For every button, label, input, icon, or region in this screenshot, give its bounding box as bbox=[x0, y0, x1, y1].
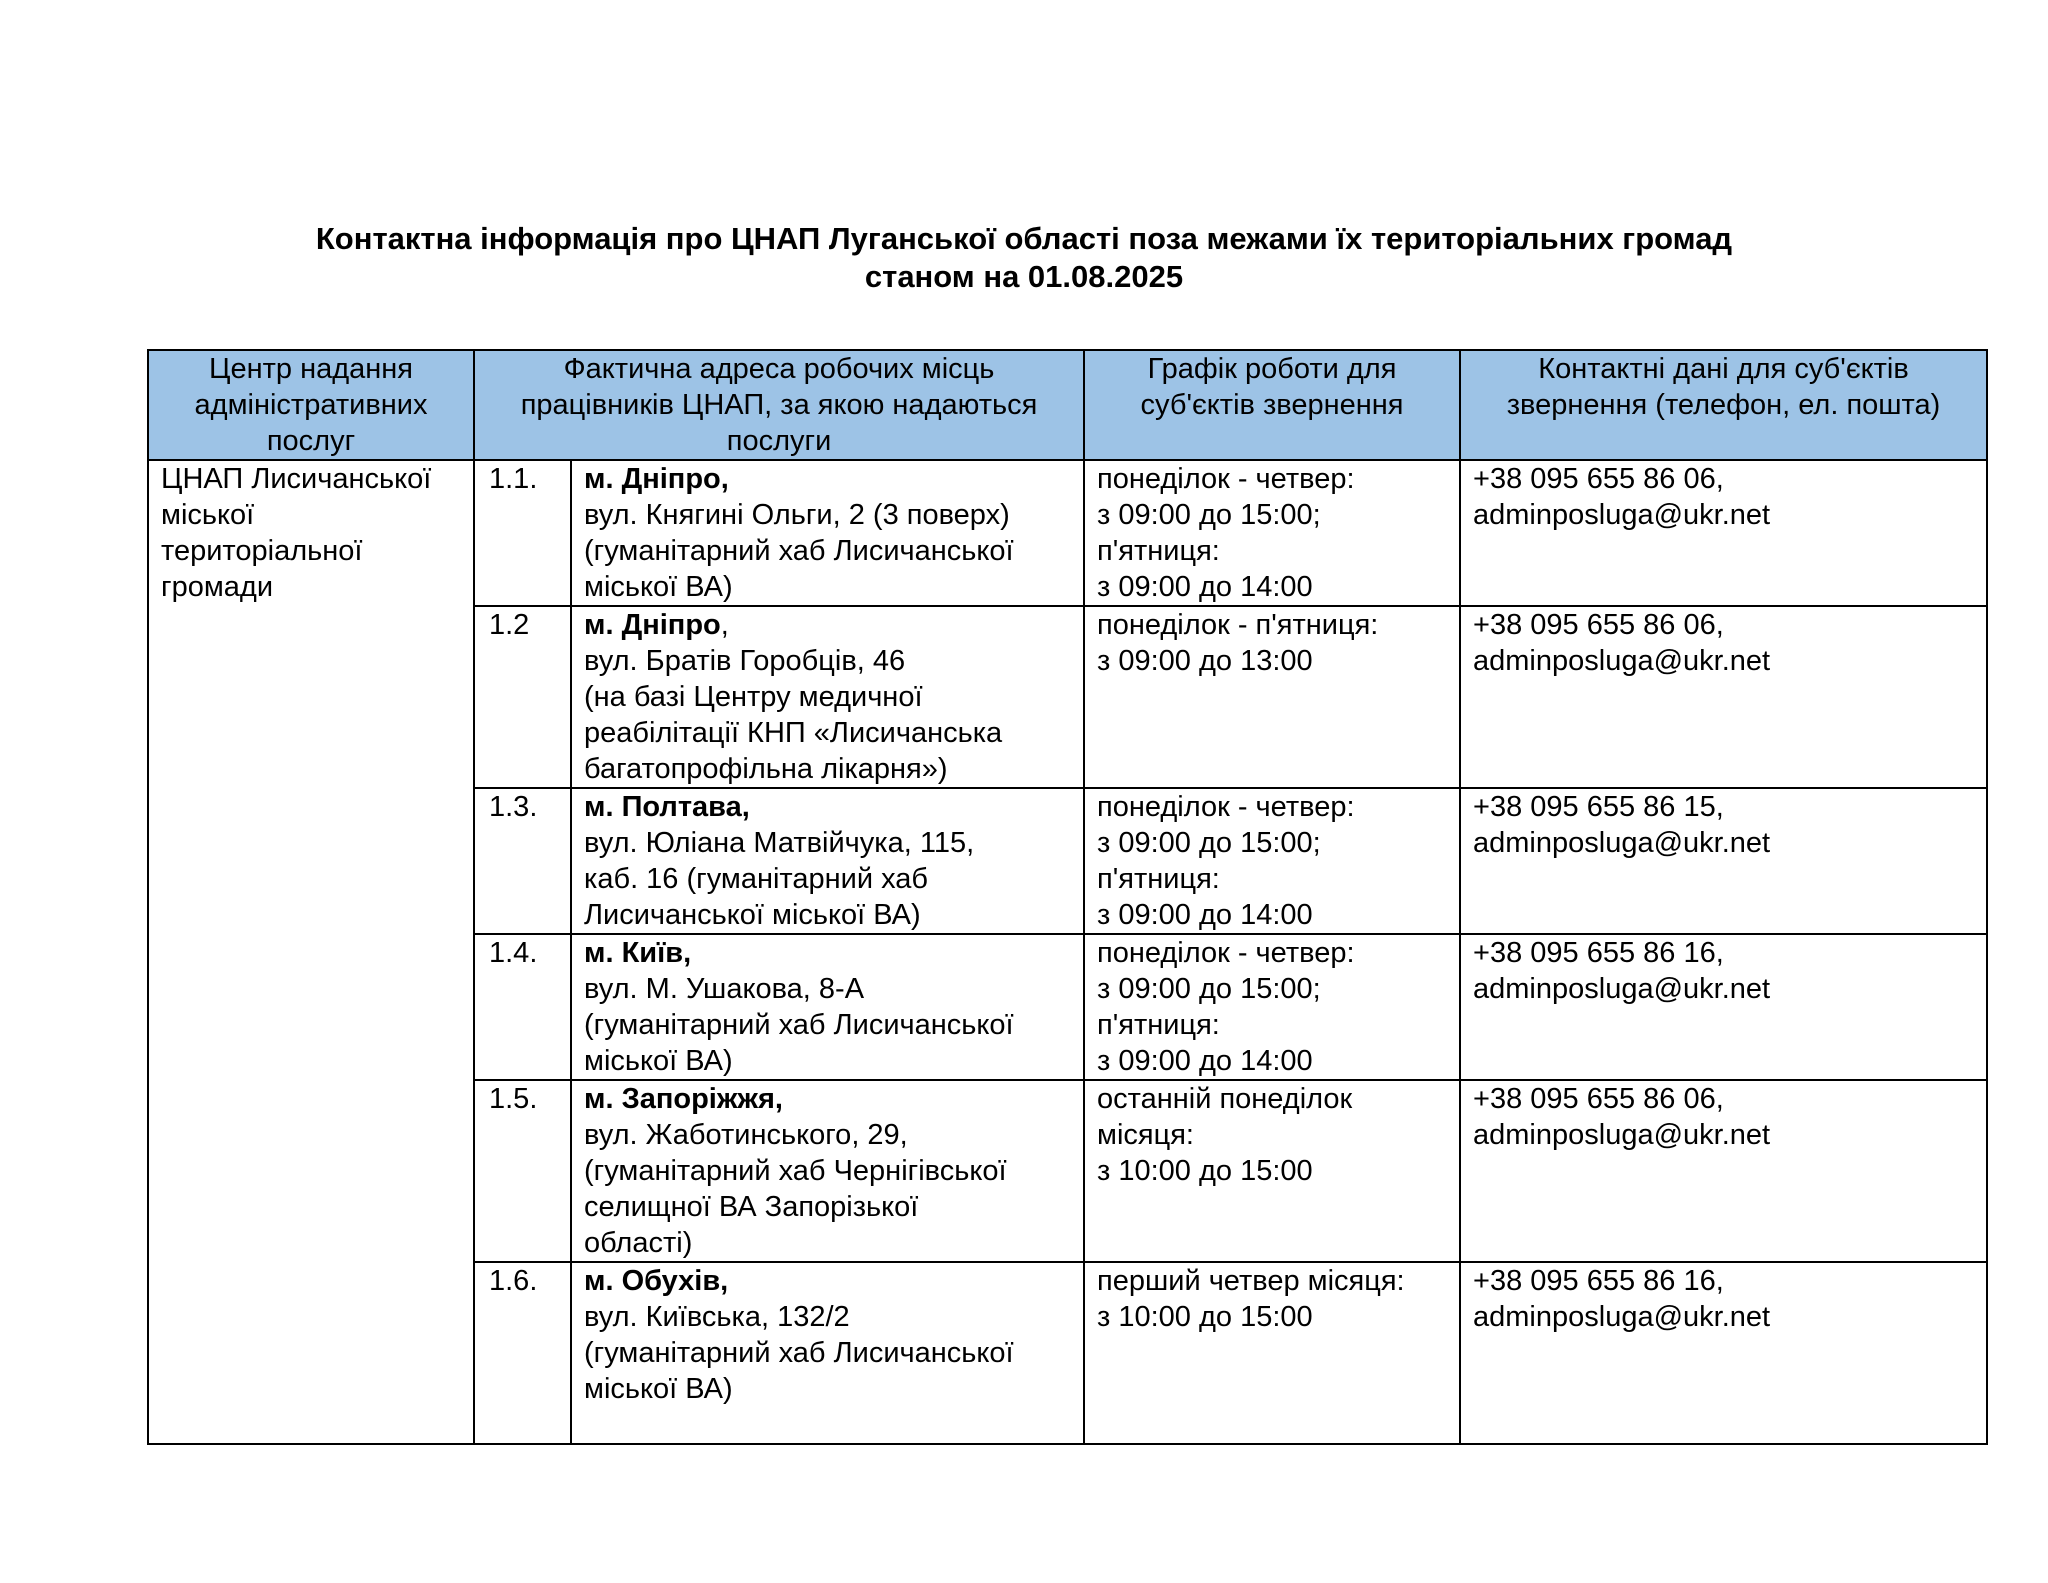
row-number: 1.1. bbox=[474, 460, 571, 606]
contacts-table bbox=[147, 349, 1988, 1445]
city-name: м. Полтава, bbox=[584, 791, 750, 823]
header-center: Центр надання адміністративних послуг bbox=[148, 350, 474, 460]
city-name: м. Дніпро, bbox=[584, 463, 729, 495]
city-name: м. Обухів, bbox=[584, 1265, 729, 1297]
city-name: м. Дніпро bbox=[584, 609, 721, 641]
row-number: 1.5. bbox=[474, 1080, 571, 1262]
address-cell: м. Дніпро, вул. Братів Горобців, 46 (на базі Центру медичної реабілітації КНП «Лисичанська багатопрофільна лікарня») bbox=[571, 606, 1084, 788]
title-line-2: станом на 01.08.2025 bbox=[864, 259, 1184, 294]
email: adminposluga@ukr.net bbox=[1473, 973, 1771, 1005]
schedule-cell: понеділок - п'ятниця: з 09:00 до 13:00 bbox=[1084, 606, 1460, 788]
row-number: 1.2 bbox=[474, 606, 571, 788]
header-schedule: Графік роботи для суб'єктів звернення bbox=[1084, 350, 1460, 460]
title-line-1: Контактна інформація про ЦНАП Луганської області поза межами їх територіальних громад bbox=[315, 221, 1733, 256]
address-cell: м. Полтава, вул. Юліана Матвійчука, 115, каб. 16 (гуманітарний хаб Лисичанської міської ВА) bbox=[571, 788, 1084, 934]
contacts-cell bbox=[1460, 1080, 1987, 1262]
address-cell: м. Дніпро, вул. Княгині Ольги, 2 (3 поверх) (гуманітарний хаб Лисичанської міської ВА) bbox=[571, 460, 1084, 606]
header-contacts: Контактні дані для суб'єктів звернення (телефон, ел. пошта) bbox=[1460, 350, 1987, 460]
center-name-cell: ЦНАП Лисичанської міської територіальної громади bbox=[148, 460, 474, 1444]
table-header-row bbox=[148, 350, 1987, 460]
schedule-cell: перший четвер місяця: з 10:00 до 15:00 bbox=[1084, 1262, 1460, 1444]
phone: +38 095 655 86 15, bbox=[1473, 791, 1724, 823]
address-cell: м. Запоріжжя, вул. Жаботинського, 29, (гуманітарний хаб Чернігівської селищної ВА Запорізької області) bbox=[571, 1080, 1084, 1262]
contacts-cell bbox=[1460, 934, 1987, 1080]
schedule-cell: понеділок - четвер: з 09:00 до 15:00; п'ятниця: з 09:00 до 14:00 bbox=[1084, 934, 1460, 1080]
city-name: м. Київ, bbox=[584, 937, 692, 969]
schedule-cell: останній понеділок місяця: з 10:00 до 15:00 bbox=[1084, 1080, 1460, 1262]
address-cell: м. Обухів, вул. Київська, 132/2 (гуманітарний хаб Лисичанської міської ВА) bbox=[571, 1262, 1084, 1444]
schedule-cell: понеділок - четвер: з 09:00 до 15:00; п'ятниця: з 09:00 до 14:00 bbox=[1084, 788, 1460, 934]
row-number: 1.6. bbox=[474, 1262, 571, 1444]
phone: +38 095 655 86 06, bbox=[1473, 1083, 1724, 1115]
phone: +38 095 655 86 16, bbox=[1473, 1265, 1724, 1297]
email: adminposluga@ukr.net bbox=[1473, 1119, 1771, 1151]
contacts-cell bbox=[1460, 460, 1987, 606]
contacts-cell bbox=[1460, 1262, 1987, 1444]
email: adminposluga@ukr.net bbox=[1473, 827, 1771, 859]
phone: +38 095 655 86 06, bbox=[1473, 463, 1724, 495]
row-number: 1.4. bbox=[474, 934, 571, 1080]
city-name: м. Запоріжжя, bbox=[584, 1083, 783, 1115]
table-row bbox=[148, 460, 1987, 606]
schedule-cell: понеділок - четвер: з 09:00 до 15:00; п'ятниця: з 09:00 до 14:00 bbox=[1084, 460, 1460, 606]
header-address: Фактична адреса робочих місць працівників ЦНАП, за якою надаються послуги bbox=[474, 350, 1084, 460]
email: adminposluga@ukr.net bbox=[1473, 645, 1771, 677]
email: adminposluga@ukr.net bbox=[1473, 1301, 1771, 1333]
email: adminposluga@ukr.net bbox=[1473, 499, 1771, 531]
contacts-cell bbox=[1460, 788, 1987, 934]
document-title bbox=[0, 220, 2048, 296]
address-cell: м. Київ, вул. М. Ушакова, 8-А (гуманітарний хаб Лисичанської міської ВА) bbox=[571, 934, 1084, 1080]
phone: +38 095 655 86 06, bbox=[1473, 609, 1724, 641]
row-number: 1.3. bbox=[474, 788, 571, 934]
contacts-cell bbox=[1460, 606, 1987, 788]
phone: +38 095 655 86 16, bbox=[1473, 937, 1724, 969]
